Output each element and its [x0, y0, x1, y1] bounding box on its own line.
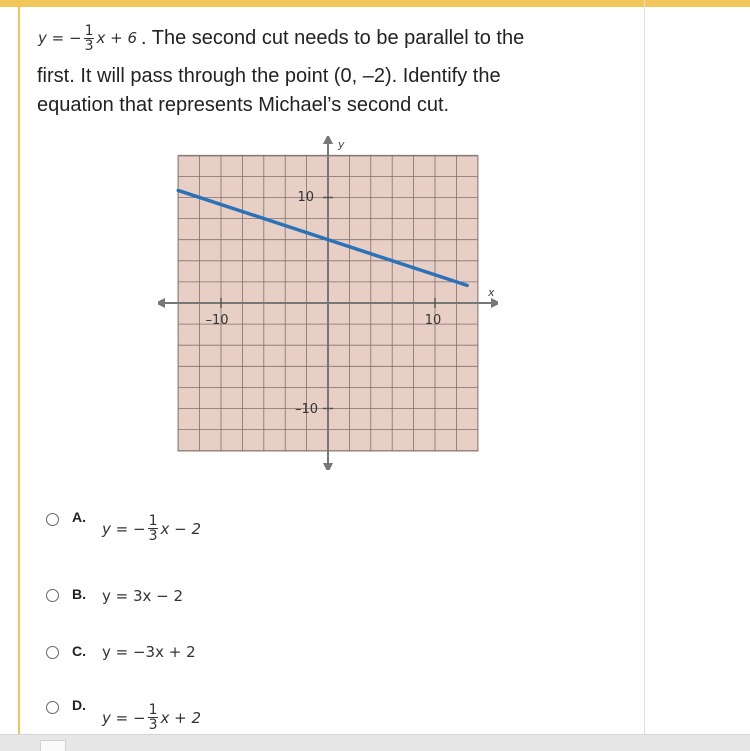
- option-a-eq-suffix: x − 2: [160, 519, 202, 538]
- option-d-letter: D.: [72, 697, 86, 713]
- option-d-eq-suffix: x + 2: [160, 708, 202, 727]
- option-b-equation[interactable]: y = 3x − 2: [102, 587, 184, 605]
- option-d-fraction: [148, 703, 159, 732]
- left-accent-rule: [18, 0, 20, 750]
- option-d-denominator: 3: [148, 717, 158, 733]
- option-a-fraction: [148, 514, 159, 543]
- option-a-letter: A.: [72, 509, 86, 525]
- question-line-2: first. It will pass through the point (0, –2). Identify the: [37, 65, 501, 87]
- option-d-equation[interactable]: [102, 703, 201, 732]
- option-a-denominator: 3: [148, 528, 158, 544]
- option-b-radio[interactable]: [46, 589, 59, 602]
- bottom-toolbar: [0, 734, 750, 751]
- tick-label-x-neg10: –10: [205, 313, 229, 328]
- given-eq-numerator: 1: [84, 22, 94, 39]
- y-axis-label: y: [338, 138, 345, 151]
- question-text-1: . The second cut needs to be parallel to the: [141, 26, 525, 49]
- option-d-eq-prefix: y = −: [102, 708, 146, 727]
- option-a-equation[interactable]: [102, 514, 201, 543]
- option-c-letter: C.: [72, 643, 86, 659]
- right-divider: [644, 0, 645, 750]
- given-eq-prefix: y = −: [38, 29, 82, 47]
- given-equation: [38, 24, 137, 53]
- x-axis-label: x: [488, 286, 495, 299]
- option-a-eq-prefix: y = −: [102, 519, 146, 538]
- option-d-numerator: 1: [148, 702, 158, 718]
- option-d-radio[interactable]: [46, 701, 59, 714]
- coordinate-graph: [158, 136, 498, 470]
- tick-label-y-neg10: –10: [294, 402, 318, 417]
- option-a-radio[interactable]: [46, 513, 59, 526]
- option-b-letter: B.: [72, 586, 86, 602]
- bottom-tab-button[interactable]: [40, 740, 66, 751]
- option-c-radio[interactable]: [46, 646, 59, 659]
- given-eq-suffix: x + 6: [96, 29, 138, 47]
- option-a-numerator: 1: [148, 513, 158, 529]
- given-eq-fraction: [84, 24, 95, 53]
- option-c-equation[interactable]: y = −3x + 2: [102, 643, 196, 661]
- question-line-1: [38, 18, 524, 58]
- tick-label-y-10: 10: [297, 190, 314, 205]
- question-line-3: equation that represents Michael’s second cut.: [37, 94, 450, 116]
- given-eq-denominator: 3: [84, 37, 94, 54]
- top-accent-bar: [0, 0, 750, 7]
- tick-label-x-10: 10: [424, 313, 442, 328]
